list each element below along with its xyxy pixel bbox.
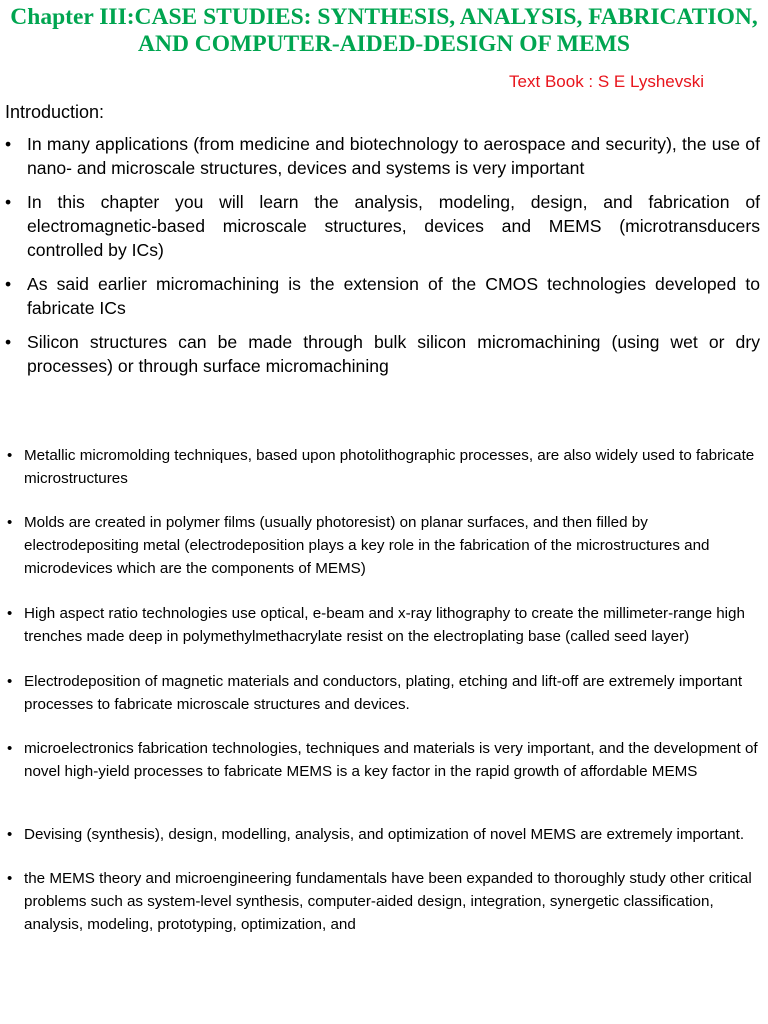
list-item-text: microelectronics fabrication technologies, techniques and materials is very important, and the development of novel high-yield processes to fabricate MEMS is a key factor in the rapid growth of affordable MEMS — [24, 740, 758, 780]
chapter-title: Chapter III:CASE STUDIES: SYNTHESIS, ANALYSIS, FABRICATION, AND COMPUTER-AIDED-DESIGN OF MEMS — [10, 4, 758, 57]
list-item — [0, 867, 760, 936]
list-item — [0, 511, 760, 580]
bullet-icon: • — [7, 605, 13, 622]
list-item-text: Metallic micromolding techniques, based upon photolithographic processes, are also widely used to fabricate microstructures — [24, 447, 755, 487]
list-item-text: the MEMS theory and microengineering fundamentals have been expanded to thoroughly study other critical problems such as system-level synthesis, computer-aided design, integration, synergetic classification, analysis, modeling, prototyping, optimization, and — [24, 870, 752, 933]
list-item — [0, 330, 760, 378]
textbook-reference: Text Book : S E Lyshevski — [509, 72, 704, 91]
bullet-icon: • — [5, 274, 12, 294]
detail-bullet-list — [0, 444, 760, 936]
bullet-icon: • — [7, 740, 13, 757]
list-item-text: Silicon structures can be made through bulk silicon micromachining (using wet or dry processes) or through surface micromachining — [27, 332, 760, 376]
introduction-bullet-list — [0, 132, 760, 378]
list-item-text: In this chapter you will learn the analysis, modeling, design, and fabrication of electromagnetic-based microscale structures, devices and MEMS (microtransducers controlled by ICs) — [27, 192, 760, 260]
bullet-icon: • — [5, 134, 12, 154]
bullet-icon: • — [7, 673, 13, 690]
bullet-icon: • — [7, 447, 13, 464]
list-item-text: As said earlier micromachining is the extension of the CMOS technologies developed to fabricate ICs — [27, 274, 760, 318]
list-item — [0, 272, 760, 320]
list-item — [0, 737, 760, 783]
bullet-icon: • — [7, 514, 13, 531]
list-item-text: Molds are created in polymer films (usually photoresist) on planar surfaces, and then filled by electrodepositing metal (electrodeposition plays a key role in the fabrication of the microstructures and microdevices which are the components of MEMS) — [24, 514, 710, 577]
list-item — [0, 670, 760, 716]
list-item-text: Devising (synthesis), design, modelling, analysis, and optimization of novel MEMS are extremely important. — [24, 826, 745, 843]
bullet-icon: • — [5, 192, 12, 212]
bullet-icon: • — [7, 826, 13, 843]
list-item — [0, 132, 760, 180]
list-item-text: Electrodeposition of magnetic materials and conductors, plating, etching and lift-off are extremely important processes to fabricate microscale structures and devices. — [24, 673, 743, 713]
list-item-text: In many applications (from medicine and biotechnology to aerospace and security), the use of nano- and microscale structures, devices and systems is very important — [27, 134, 760, 178]
bullet-icon: • — [7, 870, 13, 887]
list-item — [0, 823, 760, 846]
list-item — [0, 444, 760, 490]
list-item — [0, 602, 760, 648]
introduction-heading: Introduction: — [5, 102, 105, 122]
list-item-text: High aspect ratio technologies use optical, e-beam and x-ray lithography to create the millimeter-range high trenches made deep in polymethylmethacrylate resist on the electroplating base (called seed layer) — [24, 605, 745, 645]
list-item — [0, 190, 760, 262]
bullet-icon: • — [5, 332, 12, 352]
